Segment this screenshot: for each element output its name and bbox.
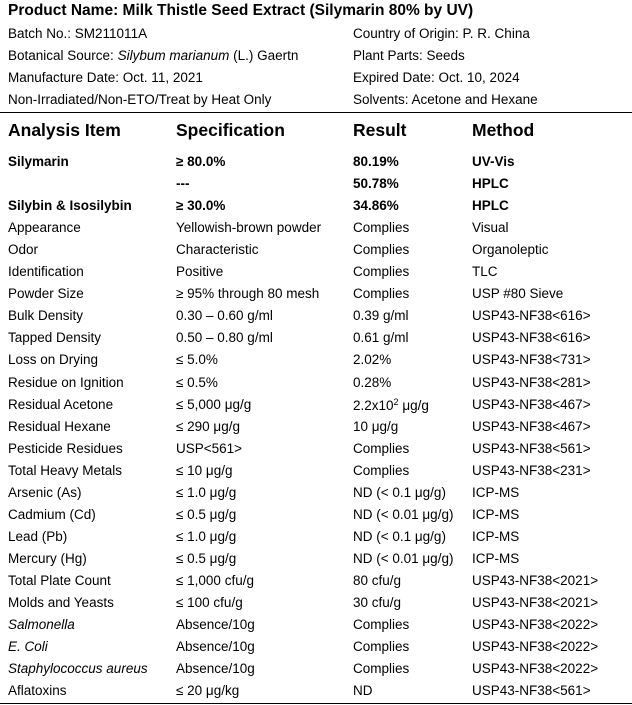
expired-date: Expired Date: Oct. 10, 2024 (353, 70, 520, 85)
result-cell: ND (< 0.1 μg/g) (353, 528, 446, 544)
method-cell: ICP-MS (472, 550, 520, 566)
specification-cell: ≤ 0.5 μg/g (176, 506, 237, 522)
result-cell: ND (< 0.01 μg/g) (353, 550, 454, 566)
bottom-rule (0, 703, 632, 704)
result-cell: 34.86% (353, 198, 399, 214)
analysis-item-cell: Identification (8, 264, 84, 280)
analysis-item-cell: Silybin & Isosilybin (8, 198, 132, 214)
result-cell (353, 397, 429, 413)
analysis-item-cell: Residual Acetone (8, 396, 114, 412)
table-row (0, 526, 632, 548)
analysis-item-cell: Residue on Ignition (8, 374, 124, 390)
table-row (0, 283, 632, 305)
method-cell: USP43-NF38<2022> (472, 639, 599, 655)
result-exponent: 2 (393, 396, 399, 407)
specification-cell: 0.50 – 0.80 g/ml (176, 330, 273, 346)
specification-cell: ≥ 95% through 80 mesh (176, 286, 320, 302)
method-cell: Visual (472, 220, 509, 236)
result-cell: 0.61 g/ml (353, 330, 409, 346)
result-cell: Complies (353, 462, 410, 478)
result-cell: 0.39 g/ml (353, 308, 409, 324)
result-unit: μg/g (398, 397, 429, 413)
method-cell: HPLC (472, 176, 509, 192)
column-header-method: Method (472, 120, 535, 140)
table-row (0, 372, 632, 394)
analysis-item-cell: Cadmium (Cd) (8, 506, 96, 522)
result-base: 2.2x10 (353, 397, 394, 413)
specification-cell: --- (176, 176, 190, 192)
analysis-item-cell: Total Plate Count (8, 572, 111, 588)
analysis-item-cell: Salmonella (8, 617, 75, 633)
result-cell: 0.28% (353, 374, 392, 390)
result-cell: Complies (353, 264, 410, 280)
method-cell: USP43-NF38<467> (472, 418, 591, 434)
botanical-source-species: Silybum marianum (117, 48, 230, 63)
method-cell: TLC (472, 264, 498, 280)
result-cell: Complies (353, 661, 410, 677)
table-row (0, 636, 632, 658)
analysis-item-cell: Odor (8, 242, 39, 258)
column-header-result: Result (353, 120, 407, 140)
result-cell: ND (353, 683, 373, 699)
table-row (0, 349, 632, 371)
result-cell: 10 μg/g (353, 418, 399, 434)
method-cell: HPLC (472, 198, 509, 214)
table-row (0, 592, 632, 614)
table-row (0, 173, 632, 195)
analysis-item-cell: Lead (Pb) (8, 528, 68, 544)
analysis-item-cell: Appearance (8, 220, 81, 236)
table-row (0, 614, 632, 636)
method-cell: ICP-MS (472, 528, 520, 544)
specification-cell: ≤ 5,000 μg/g (176, 396, 252, 412)
method-cell: USP43-NF38<467> (472, 396, 591, 412)
table-row (0, 438, 632, 460)
table-row (0, 504, 632, 526)
specification-cell: ≥ 30.0% (176, 198, 226, 214)
botanical-source (8, 48, 298, 63)
analysis-item-cell: Tapped Density (8, 330, 102, 346)
treatment-note: Non-Irradiated/Non-ETO/Treat by Heat Only (8, 92, 272, 107)
method-cell: USP43-NF38<281> (472, 374, 591, 390)
specification-cell: ≤ 20 μg/kg (176, 683, 240, 699)
manufacture-date: Manufacture Date: Oct. 11, 2021 (8, 70, 203, 85)
method-cell: ICP-MS (472, 506, 520, 522)
result-cell: Complies (353, 286, 410, 302)
specification-cell: ≤ 1.0 μg/g (176, 484, 237, 500)
method-cell: USP43-NF38<2022> (472, 617, 599, 633)
result-cell: Complies (353, 639, 410, 655)
specification-cell: ≤ 0.5 μg/g (176, 550, 237, 566)
batch-number: Batch No.: SM211011A (8, 26, 148, 41)
table-row (0, 195, 632, 217)
result-cell: Complies (353, 617, 410, 633)
method-cell: USP43-NF38<2021> (472, 572, 599, 588)
analysis-item-cell: Pesticide Residues (8, 440, 123, 456)
table-row (0, 416, 632, 438)
table-row (0, 548, 632, 570)
solvents: Solvents: Acetone and Hexane (353, 92, 538, 107)
specification-cell: ≤ 100 cfu/g (176, 595, 243, 610)
specification-cell: Absence/10g (176, 617, 255, 633)
specification-cell: ≤ 1,000 cfu/g (176, 572, 254, 588)
column-header-specification: Specification (176, 120, 285, 140)
table-row (0, 151, 632, 173)
method-cell: USP43-NF38<231> (472, 462, 591, 478)
specification-cell: Absence/10g (176, 639, 255, 655)
method-cell: ICP-MS (472, 484, 520, 500)
result-cell: 50.78% (353, 176, 399, 192)
table-row (0, 217, 632, 239)
method-cell: USP43-NF38<2022> (472, 661, 599, 677)
table-row (0, 570, 632, 592)
specification-cell: Positive (176, 264, 224, 280)
result-cell: 80.19% (353, 154, 399, 169)
result-cell: Complies (353, 242, 410, 258)
header-divider (0, 112, 632, 113)
method-cell: USP43-NF38<561> (472, 683, 591, 699)
result-cell: 80 cfu/g (353, 572, 402, 588)
analysis-item-cell: Arsenic (As) (8, 484, 82, 500)
specification-cell: ≤ 0.5% (176, 374, 218, 390)
botanical-source-label: Botanical Source: (8, 48, 118, 63)
specification-cell: ≥ 80.0% (176, 154, 226, 169)
table-row (0, 327, 632, 349)
botanical-source-author: (L.) Gaertn (229, 48, 299, 63)
table-row (0, 460, 632, 482)
method-cell: USP #80 Sieve (472, 286, 564, 302)
analysis-item-cell: Loss on Drying (8, 352, 99, 368)
analysis-item-cell: Silymarin (8, 154, 69, 169)
analysis-item-cell: Powder Size (8, 286, 84, 302)
specification-cell: ≤ 5.0% (176, 352, 218, 368)
result-cell: ND (< 0.1 μg/g) (353, 484, 446, 500)
method-cell: USP43-NF38<616> (472, 330, 591, 346)
method-cell: USP43-NF38<2021> (472, 595, 599, 610)
analysis-item-cell: Aflatoxins (8, 683, 67, 699)
method-cell: Organoleptic (472, 242, 549, 258)
analysis-item-cell: Residual Hexane (8, 418, 111, 434)
method-cell: UV-Vis (472, 154, 515, 169)
result-cell: 30 cfu/g (353, 595, 402, 610)
country-of-origin: Country of Origin: P. R. China (353, 26, 530, 41)
method-cell: USP43-NF38<731> (472, 352, 591, 368)
specification-cell: 0.30 – 0.60 g/ml (176, 308, 273, 324)
result-cell: ND (< 0.01 μg/g) (353, 506, 454, 522)
method-cell: USP43-NF38<616> (472, 308, 591, 324)
analysis-item-cell: Total Heavy Metals (8, 462, 123, 478)
product-title: Product Name: Milk Thistle Seed Extract (Silymarin 80% by UV) (8, 2, 474, 19)
table-row (0, 658, 632, 680)
specification-cell: USP<561> (176, 440, 243, 456)
analysis-item-cell: Staphylococcus aureus (8, 661, 148, 677)
table-row (0, 394, 632, 416)
analysis-item-cell: Molds and Yeasts (8, 595, 114, 610)
column-header-item: Analysis Item (8, 120, 121, 140)
table-row (0, 305, 632, 327)
table-row (0, 261, 632, 283)
specification-cell: Characteristic (176, 242, 259, 258)
specification-cell: Absence/10g (176, 661, 255, 677)
result-cell: Complies (353, 220, 410, 236)
analysis-item-cell: Mercury (Hg) (8, 550, 87, 566)
plant-parts: Plant Parts: Seeds (353, 48, 465, 63)
result-cell: Complies (353, 440, 410, 456)
specification-cell: ≤ 1.0 μg/g (176, 528, 237, 544)
result-cell: 2.02% (353, 352, 392, 368)
specification-cell: Yellowish-brown powder (176, 220, 322, 236)
table-row (0, 680, 632, 702)
analysis-item-cell: E. Coli (8, 639, 48, 655)
method-cell: USP43-NF38<561> (472, 440, 591, 456)
analysis-item-cell: Bulk Density (8, 308, 84, 324)
specification-cell: ≤ 10 μg/g (176, 462, 233, 478)
table-row (0, 482, 632, 504)
specification-cell: ≤ 290 μg/g (176, 418, 240, 434)
table-row (0, 239, 632, 261)
